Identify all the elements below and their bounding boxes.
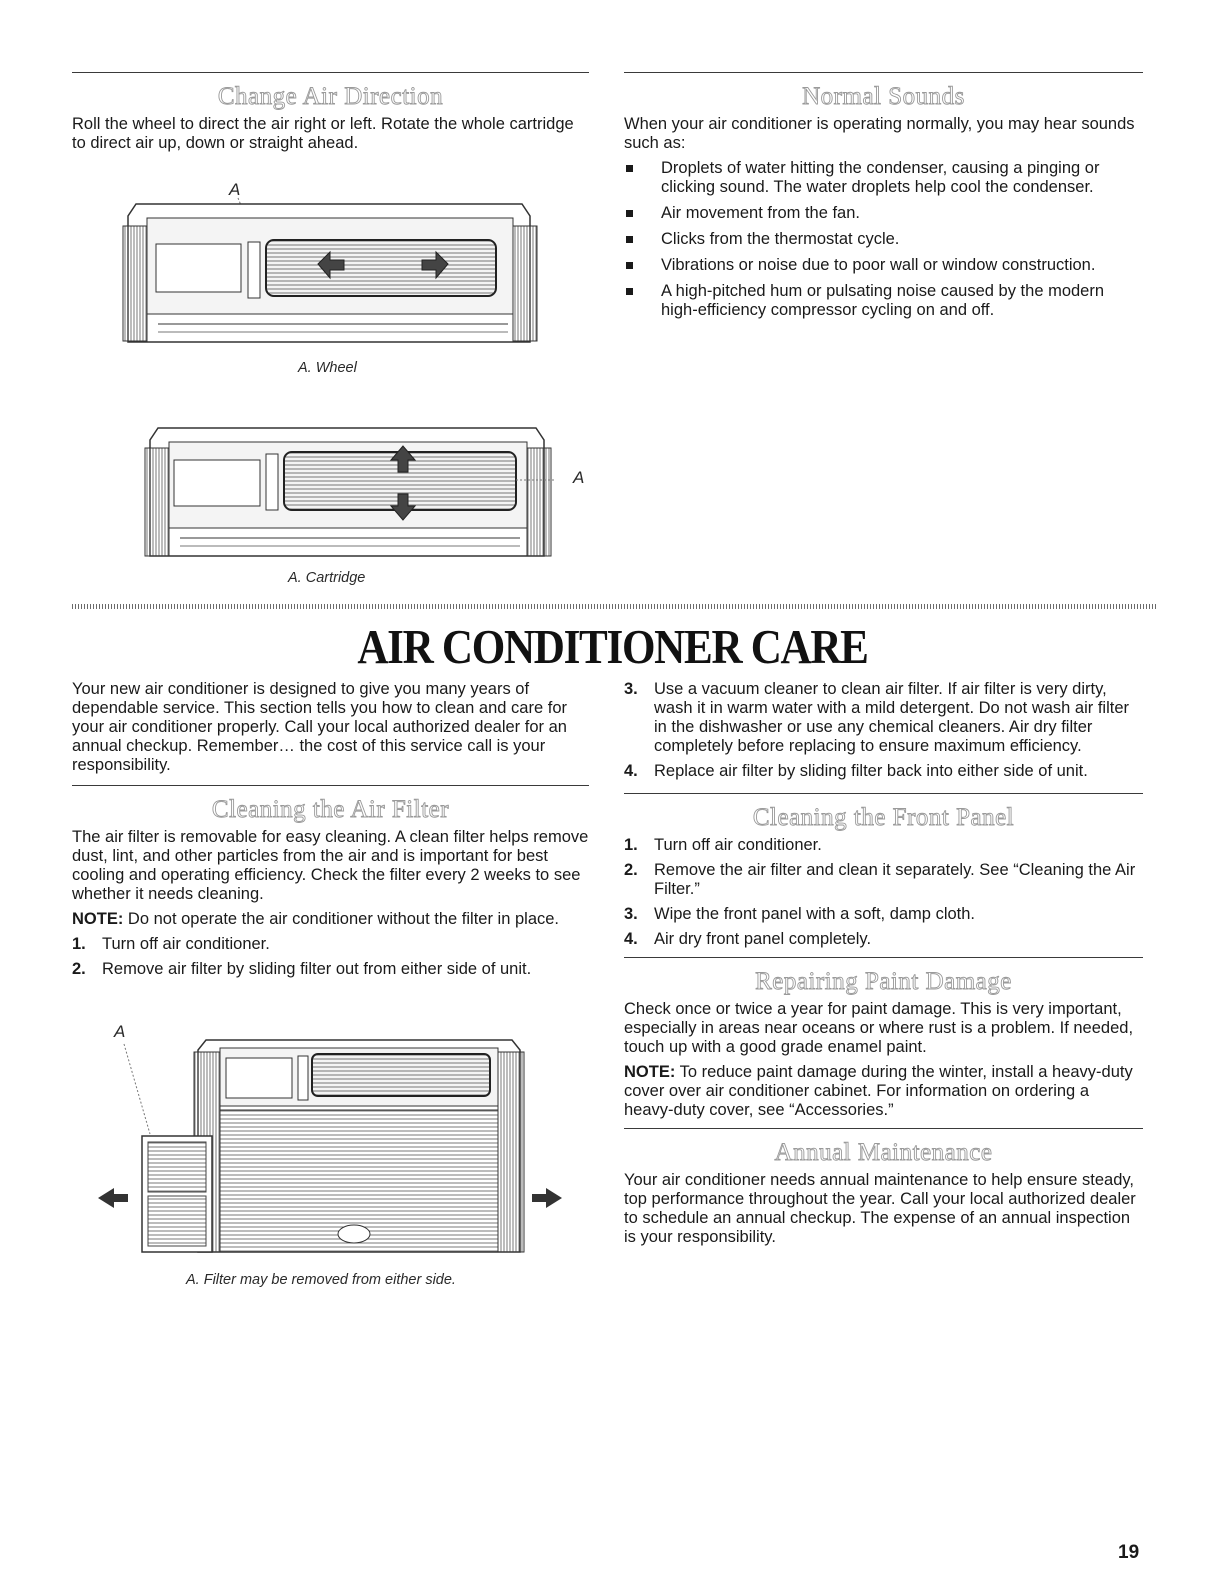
note-label: NOTE: [624, 1063, 676, 1081]
note-label: NOTE: [72, 910, 124, 928]
body-text: Your air conditioner needs annual maintenance to help ensure steady, top performance throughout the year. Call your local authorized dealer to schedule an annual checkup. The expense of an annual inspection is your responsibility. [624, 1171, 1136, 1246]
figure-caption: A. Filter may be removed from either side. [186, 1272, 456, 1288]
section-title: Annual Maintenance [774, 1139, 993, 1166]
change-air-section [72, 72, 589, 159]
section-title: Cleaning the Air Filter [211, 796, 450, 823]
figure-callout: A [229, 180, 241, 199]
section-title: Repairing Paint Damage [755, 968, 1012, 995]
body-text: When your air conditioner is operating normally, you may hear sounds such as: [624, 115, 1135, 152]
section-rule [624, 793, 1143, 794]
list-item: 4. Air dry front panel completely. [624, 930, 872, 948]
figure-callout: A [114, 1022, 126, 1041]
list-item: A high-pitched hum or pulsating noise caused by the modern high-efficiency compressor cycling on and off. [624, 282, 1143, 320]
section-rule [624, 1128, 1143, 1129]
note-text: NOTE: To reduce paint damage during the winter, install a heavy-duty cover over air conditioner cabinet. For information on ordering a heavy-duty cover, see “Accessories.” [624, 1063, 1133, 1119]
body-text: Check once or twice a year for paint damage. This is very important, especially in areas near oceans or where rust is a problem. If needed, touch up with a good grade enamel paint. [624, 1000, 1134, 1056]
bullet-icon [626, 210, 633, 217]
figure-caption: A. Wheel [298, 360, 357, 376]
care-right-column [624, 680, 1143, 1253]
bullet-icon [626, 165, 633, 172]
sounds-list [624, 159, 1143, 320]
ac-unit-cartridge-figure [140, 424, 556, 560]
ac-filter-removal-figure [86, 1030, 576, 1260]
list-item: 4. Replace air filter by sliding filter back into either side of unit. [624, 762, 1088, 780]
section-title: Normal Sounds [802, 83, 965, 110]
bullet-icon [626, 262, 633, 269]
list-item: 3. Wipe the front panel with a soft, damp cloth. [624, 905, 976, 923]
filter-steps-list [72, 935, 589, 979]
list-item: 1. Turn off air conditioner. [624, 836, 822, 854]
list-item: 1. Turn off air conditioner. [72, 935, 270, 953]
note-text: NOTE: Do not operate the air conditioner without the filter in place. [72, 910, 560, 928]
bullet-icon [626, 288, 633, 295]
filter-steps-continued-list [624, 680, 1143, 781]
care-left-column [72, 680, 589, 985]
list-item: Clicks from the thermostat cycle. [624, 230, 1143, 249]
front-panel-steps-list [624, 836, 1143, 949]
page-number: 19 [1118, 1542, 1140, 1563]
section-rule [72, 785, 589, 786]
body-text: The air filter is removable for easy cleaning. A clean filter helps remove dust, lint, and other particles from the air and is important for best cooling and operating efficiency. Check the filter every 2 weeks to see whether it needs cleaning. [72, 828, 589, 903]
bullet-icon [626, 236, 633, 243]
section-rule [624, 957, 1143, 958]
body-text: Roll the wheel to direct the air right or left. Rotate the whole cartridge to direct air up, down or straight ahead. [72, 115, 574, 152]
intro-text: Your new air conditioner is designed to give you many years of dependable service. This section tells you how to clean and care for your air conditioner properly. Call your local authorized dealer for an annual checkup. Remember… the cost of this service call is your responsibility. [72, 680, 567, 774]
ac-unit-wheel-figure [118, 196, 542, 346]
hatched-divider [72, 604, 1157, 609]
section-rule [72, 72, 589, 73]
list-item: 3. Use a vacuum cleaner to clean air filter. If air filter is very dirty, wash it in warm water with a mild detergent. Do not wash air filter in the dishwasher or use any chemical cleaners. Air dry filter completely before replacing to ensure maximum efficiency. [624, 680, 1130, 755]
section-title: Cleaning the Front Panel [752, 804, 1015, 831]
list-item: Air movement from the fan. [624, 204, 1143, 223]
section-rule [624, 72, 1143, 73]
list-item: Vibrations or noise due to poor wall or window construction. [624, 256, 1143, 275]
page-title: AIR CONDITIONER CARE [357, 619, 868, 674]
figure-caption: A. Cartridge [288, 570, 366, 586]
list-item: 2. Remove the air filter and clean it separately. See “Cleaning the Air Filter.” [624, 861, 1136, 898]
figure-callout: A [573, 468, 585, 487]
list-item: Droplets of water hitting the condenser, causing a pinging or clicking sound. The water droplets help cool the condenser. [624, 159, 1143, 197]
section-title: Change Air Direction [217, 83, 444, 110]
normal-sounds-section [624, 72, 1143, 327]
list-item: 2. Remove air filter by sliding filter out from either side of unit. [72, 960, 532, 978]
